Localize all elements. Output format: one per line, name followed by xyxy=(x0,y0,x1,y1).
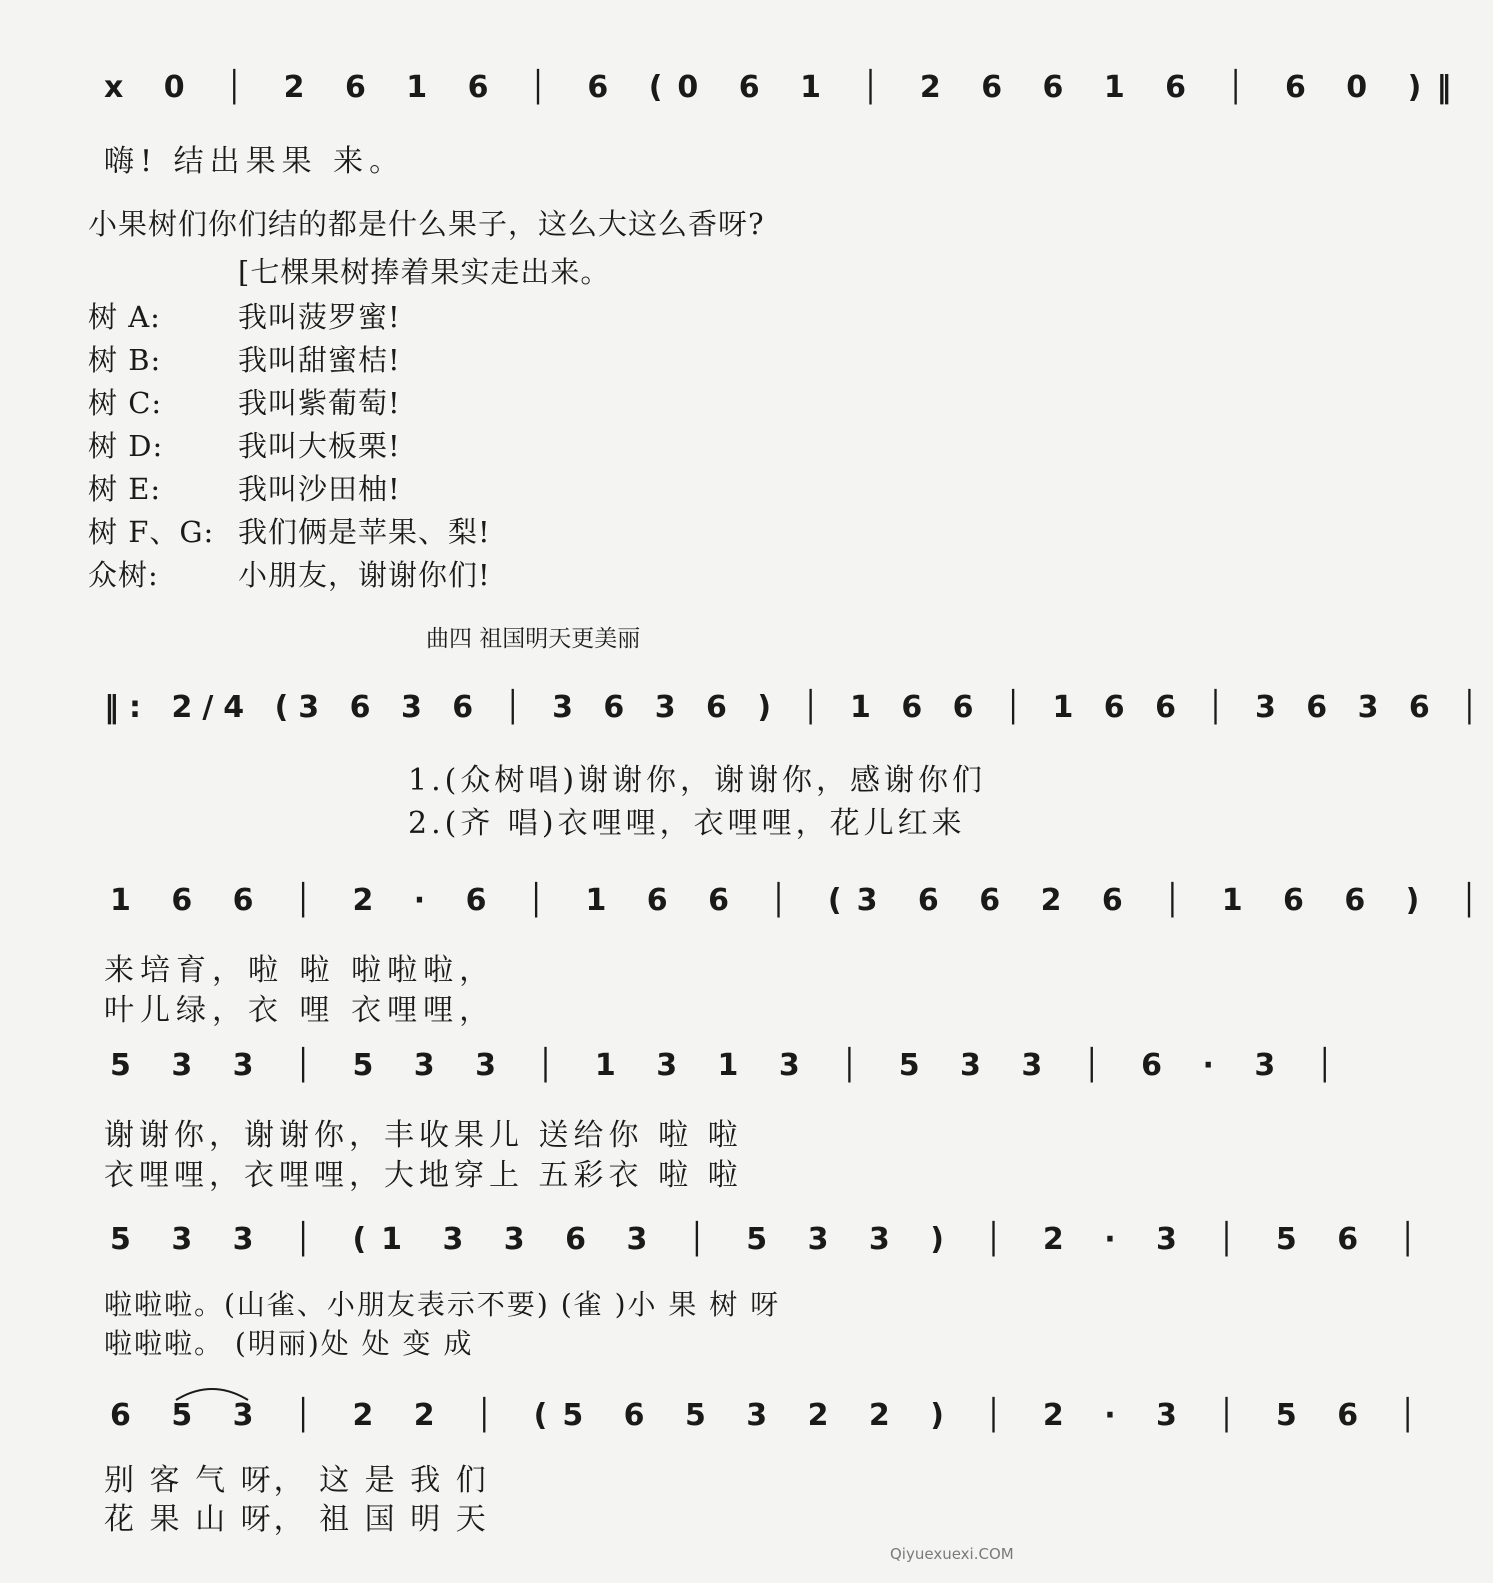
line-tree-a: 我叫菠罗蜜! xyxy=(238,300,401,334)
speaker-tree-d: 树 D: xyxy=(88,429,164,463)
speaker-tree-b: 树 B: xyxy=(88,343,162,377)
slur-mark xyxy=(172,1382,252,1402)
line-tree-b: 我叫甜蜜桔! xyxy=(238,343,401,377)
score-row-4-lyric-1: 啦啦啦。(山雀、小朋友表示不要) (雀 )小 果 树 呀 xyxy=(104,1288,781,1321)
score-row-3-notes: 5 3 3 │ 5 3 3 │ 1 3 1 3 │ 5 3 3 │ 6 · 3 │ xyxy=(110,1048,1349,1083)
score-row-4-lyric-2: 啦啦啦。 (明丽)处 处 变 成 xyxy=(104,1327,474,1360)
speaker-all-trees: 众树: xyxy=(88,558,159,592)
speaker-tree-fg: 树 F、G: xyxy=(88,515,215,549)
score-row-3-lyric-1: 谢谢你，谢谢你，丰收果儿 送给你 啦 啦 xyxy=(104,1118,743,1153)
score-row-2-notes: 1 6 6 │ 2 · 6 │ 1 6 6 │ (3 6 6 2 6 │ 1 6 6 ) │ xyxy=(110,883,1493,918)
site-watermark: Qiyuexuexi.COM xyxy=(890,1545,1014,1563)
score-row-2-lyric-2: 叶儿绿，衣 哩 衣哩哩， xyxy=(104,993,496,1028)
score-row-2-lyric-1: 来培育，啦 啦 啦啦啦， xyxy=(104,953,496,988)
speaker-tree-a: 树 A: xyxy=(88,300,161,334)
stage-direction: [七棵果树捧着果实走出来。 xyxy=(238,255,611,289)
score-row-5-lyric-1: 别 客 气 呀， 这 是 我 们 xyxy=(104,1463,489,1498)
score-row-1-notes: ‖: 2/4 (3 6 3 6 │ 3 6 3 6 ) │ 1 6 6 │ 1 6 6 │ 3 6 3 6 │ xyxy=(104,690,1489,725)
top-lyric-line: 嗨! 结出果果 来。 xyxy=(104,144,406,179)
top-notes-line: x 0 │ 2 6 1 6 │ 6 (0 6 1 │ 2 6 6 1 6 │ 6 0 )‖ xyxy=(104,70,1467,105)
line-tree-fg: 我们俩是苹果、梨! xyxy=(238,515,491,549)
speaker-tree-e: 树 E: xyxy=(88,472,162,506)
score-row-5-lyric-2: 花 果 山 呀， 祖 国 明 天 xyxy=(104,1502,489,1537)
score-row-1-lyric-2: 2.(齐 唱)衣哩哩，衣哩哩，花儿红来 xyxy=(408,806,966,841)
score-row-4-notes: 5 3 3 │ (1 3 3 6 3 │ 5 3 3 ) │ 2 · 3 │ 5 6 │ xyxy=(110,1222,1432,1257)
line-all-trees: 小朋友，谢谢你们! xyxy=(238,558,491,592)
speaker-tree-c: 树 C: xyxy=(88,386,163,420)
song-title: 曲四 祖国明天更美丽 xyxy=(426,626,641,652)
line-tree-c: 我叫紫葡萄! xyxy=(238,386,401,420)
score-row-1-lyric-1: 1.(众树唱)谢谢你，谢谢你，感谢你们 xyxy=(408,763,987,798)
score-row-3-lyric-2: 衣哩哩，衣哩哩，大地穿上 五彩衣 啦 啦 xyxy=(104,1158,743,1193)
line-tree-e: 我叫沙田柚! xyxy=(238,472,401,506)
score-row-5-notes: 6 5 3 │ 2 2 │ (5 6 5 3 2 2 ) │ 2 · 3 │ 5 6 │ xyxy=(110,1398,1432,1433)
line-tree-d: 我叫大板栗! xyxy=(238,429,401,463)
question-line: 小果树们你们结的都是什么果子，这么大这么香呀? xyxy=(88,207,765,241)
